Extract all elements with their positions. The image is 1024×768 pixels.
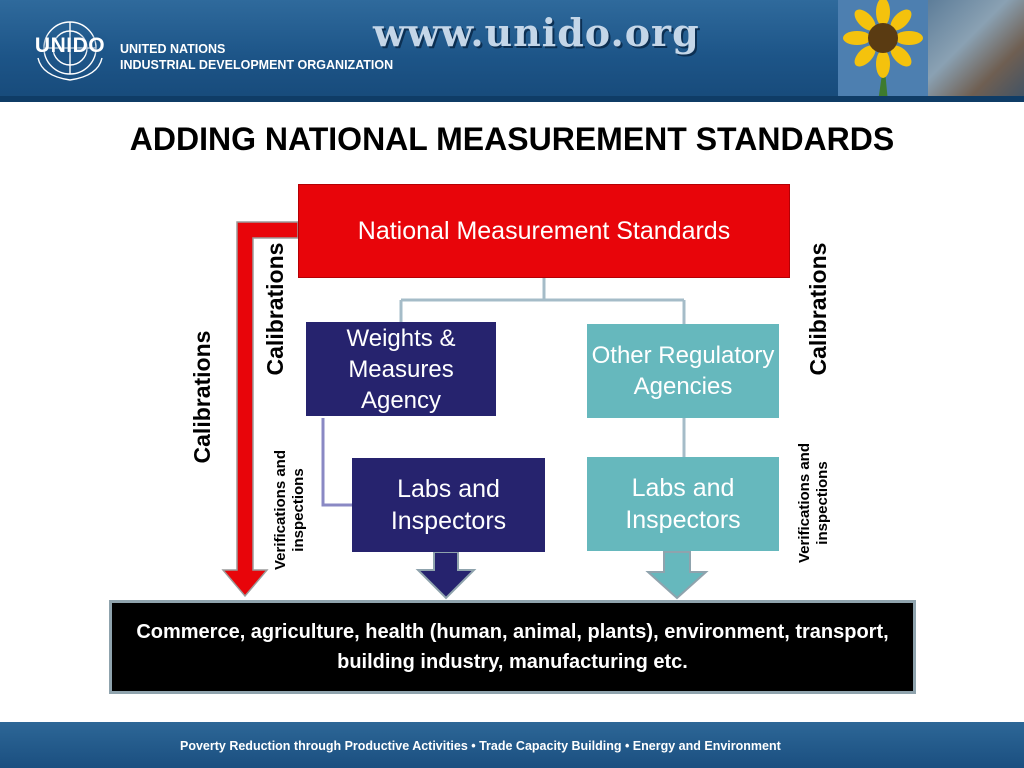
labs-inspectors-right-box: Labs and Inspectors (587, 457, 779, 551)
logo-wordmark: UNIDO (34, 34, 106, 57)
footer-tagline: Poverty Reduction through Productive Activities • Trade Capacity Building • Energy and Environment (180, 739, 781, 753)
slide-title: ADDING NATIONAL MEASUREMENT STANDARDS (129, 121, 895, 157)
verifications-right-label: Verifications and inspections (796, 442, 831, 564)
calibrations-inner-label: Calibrations (262, 242, 288, 376)
verifications-left-label: Verifications and inspections (272, 449, 307, 571)
website-url: www.unido.org (373, 10, 700, 55)
calibrations-outer-label: Calibrations (189, 330, 215, 464)
navy-elbow-connector (323, 418, 352, 505)
navy-down-arrow (418, 552, 474, 598)
national-measurement-standards-box: National Measurement Standards (298, 184, 790, 278)
other-regulatory-agencies-box: Other Regulatory Agencies (587, 324, 779, 418)
teal-down-arrow (648, 552, 706, 598)
org-line-2: INDUSTRIAL DEVELOPMENT ORGANIZATION (120, 58, 394, 72)
calibrations-right-label: Calibrations (805, 242, 831, 376)
weights-measures-agency-box: Weights & Measures Agency (306, 322, 496, 416)
commerce-sectors-box: Commerce, agriculture, health (human, animal, plants), environment, transport, building industry, manufacturing etc. (109, 600, 916, 694)
org-line-1: UNITED NATIONS (120, 42, 226, 56)
labs-inspectors-left-box: Labs and Inspectors (352, 458, 545, 552)
